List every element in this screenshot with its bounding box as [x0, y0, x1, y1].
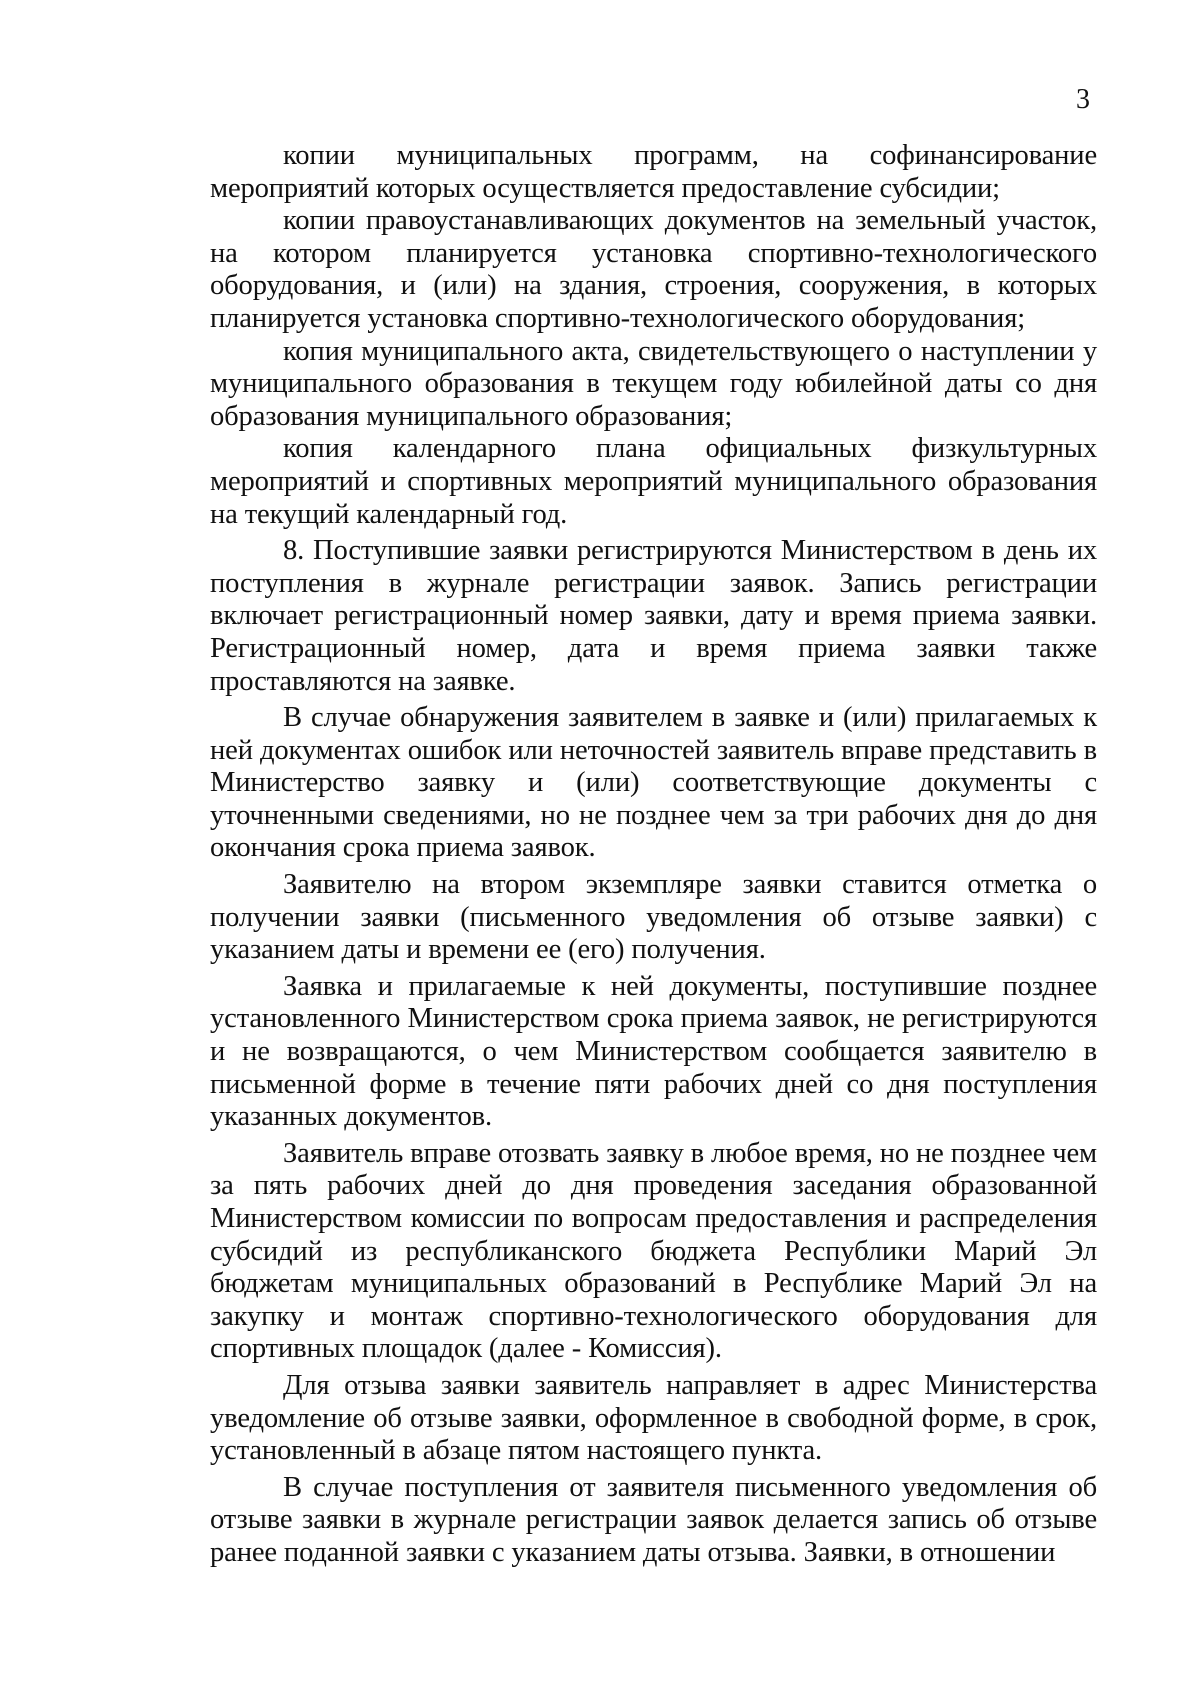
paragraph-land-documents: копии правоустанавливающих документов на земельный участок, на котором планируется установка спортивно-технологического оборудования, и (или) на здания, строения, сооружения, в которых планируется установка спортивно-технологического оборудования; [210, 205, 1097, 334]
paragraph-municipal-act: копия муниципального акта, свидетельствующего о наступлении у муниципального образования в текущем году юбилейной даты со дня образования муниципального образования; [210, 335, 1097, 432]
paragraph-item-8-registration: 8. Поступившие заявки регистрируются Министерством в день их поступления в журнале регистрации заявок. Запись регистрации включает регистрационный номер заявки, дату и время приема заявки. Регистрационный номер, дата и время приема заявки также проставляются на заявке. [210, 535, 1097, 697]
paragraph-calendar-plan: копия календарного плана официальных физкультурных мероприятий и спортивных мероприятий муниципального образования на текущий календарный год. [210, 433, 1097, 530]
paragraph-late-applications: Заявка и прилагаемые к ней документы, поступившие позднее установленного Министерством срока приема заявок, не регистрируются и не возвращаются, о чем Министерством сообщается заявителю в письменной форме в течение пяти рабочих дней со дня поступления указанных документов. [210, 970, 1097, 1133]
paragraph-withdrawal-right: Заявитель вправе отозвать заявку в любое время, но не позднее чем за пять рабочих дней до дня проведения заседания образованной Министерством комиссии по вопросам предоставления и распределения субсидий из республиканского бюджета Республики Марий Эл бюджетам муниципальных образований в Республике Марий Эл на закупку и монтаж спортивно-технологического оборудования для спортивных площадок (далее - Комиссия). [210, 1137, 1097, 1365]
document-body [210, 140, 1097, 1570]
paragraph-errors-correction: В случае обнаружения заявителем в заявке и (или) прилагаемых к ней документах ошибок или неточностей заявитель вправе представить в Министерство заявку и (или) соответствующие документы с уточненными сведениями, но не позднее чем за три рабочих дня до дня окончания срока приема заявок. [210, 702, 1097, 864]
paragraph-municipal-programs: копии муниципальных программ, на софинансирование мероприятий которых осуществляется предоставление субсидии; [210, 140, 1097, 204]
paragraph-withdrawal-notice: Для отзыва заявки заявитель направляет в адрес Министерства уведомление об отзыве заявки, оформленное в свободной форме, в срок, установленный в абзаце пятом настоящего пункта. [210, 1369, 1097, 1467]
page-number: 3 [1076, 84, 1090, 115]
paragraph-receipt-mark: Заявителю на втором экземпляре заявки ставится отметка о получении заявки (письменного уведомления об отзыве заявки) с указанием даты и времени ее (его) получения. [210, 869, 1097, 966]
paragraph-withdrawal-record: В случае поступления от заявителя письменного уведомления об отзыве заявки в журнале регистрации заявок делается запись об отзыве ранее поданной заявки с указанием даты отзыва. Заявки, в отношении [210, 1471, 1097, 1568]
